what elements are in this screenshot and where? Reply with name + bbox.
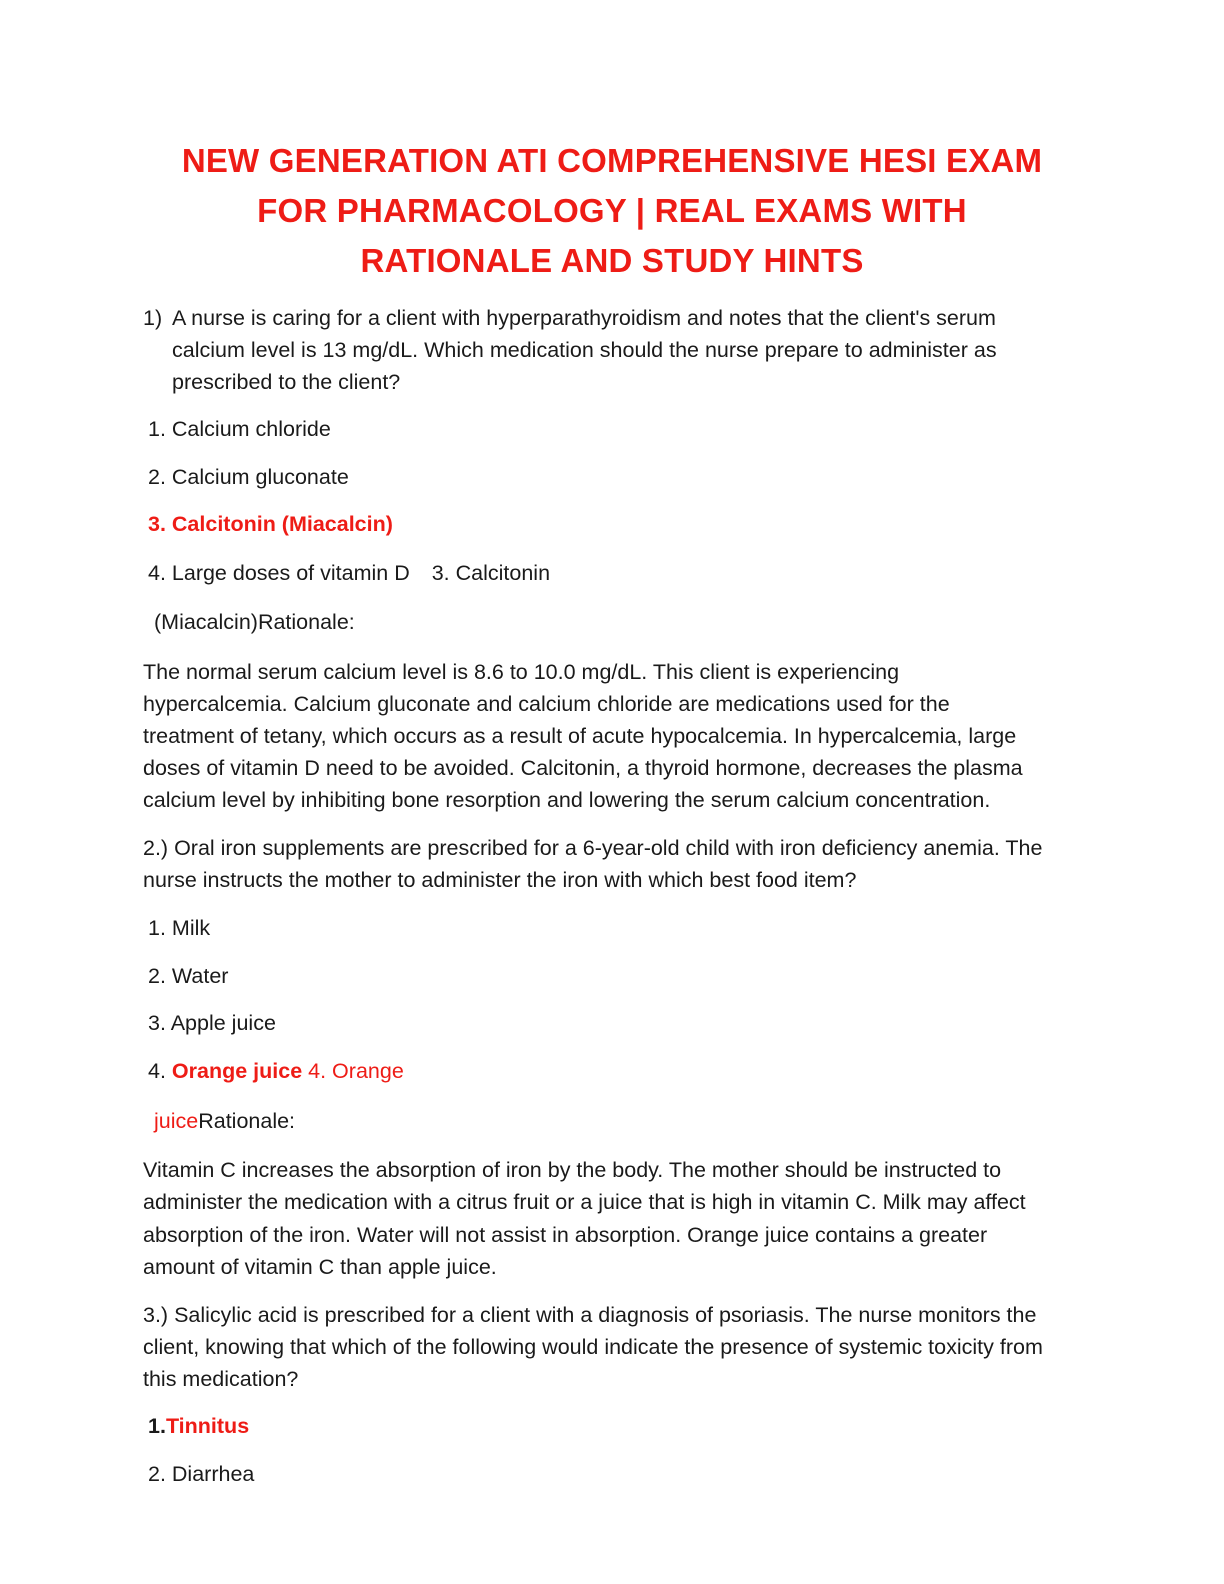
q2-rationale-line: Vitamin C increases the absorption of iron by the body. The mother should be instructed to [143,1158,1002,1182]
title-line-3: RATIONALE AND STUDY HINTS [360,242,864,279]
q1-rationale-line: The normal serum calcium level is 8.6 to 10.0 mg/dL. This client is experiencing [143,660,900,684]
q1-stem-line: A nurse is caring for a client with hyperparathyroidism and notes that the client's serum [172,306,996,330]
q2-rationale-line: amount of vitamin C than apple juice. [143,1255,497,1279]
q1-option: 1. Calcium chloride [148,417,331,441]
q2-stem-line: nurse instructs the mother to administer the iron with which best food item? [143,868,857,892]
q1-rationale-line: calcium level by inhibiting bone resorption and lowering the serum calcium concentration. [143,788,991,812]
q2-option: 3. Apple juice [148,1011,276,1035]
q1-rationale-line: treatment of tetany, which occurs as a result of acute hypocalcemia. In hypercalcemia, large [143,724,1017,748]
q2-option4-text: Orange juice [171,1059,303,1083]
q2-rationale-line: administer the medication with a citrus fruit or a juice that is high in vitamin C. Milk may affect [143,1190,1026,1214]
q3-stem-line: client, knowing that which of the following would indicate the presence of systemic toxicity from [143,1335,1043,1359]
q1-rationale-line: doses of vitamin D need to be avoided. Calcitonin, a thyroid hormone, decreases the plasma [143,756,1023,780]
q2-answer-cont: juice [154,1109,199,1133]
q1-number: 1) [143,306,163,330]
q1-rationale-heading [154,609,355,635]
q1-option-text: 4. Large doses of vitamin D [148,561,410,585]
q1-rationale-line: hypercalcemia. Calcium gluconate and calcium chloride are medications used for the [143,692,950,716]
title-line-2: FOR PHARMACOLOGY | REAL EXAMS WITH [257,192,967,229]
q1-stem-line: prescribed to the client? [172,370,401,394]
q1-option [148,560,550,586]
q2-answer-inline: 4. Orange [308,1059,404,1083]
q3-stem-line: this medication? [143,1367,299,1391]
q2-option: 2. Water [148,964,229,988]
q2-stem-line: 2.) Oral iron supplements are prescribed for a 6-year-old child with iron deficiency anemia. The [143,836,1043,860]
q3-option1-text: Tinnitus [165,1414,250,1438]
q1-option: 2. Calcium gluconate [148,465,349,489]
q1-option-correct: 3. Calcitonin (Miacalcin) [148,512,393,536]
q3-option: 2. Diarrhea [148,1462,255,1486]
q2-option: 1. Milk [148,916,211,940]
q3-option-correct [148,1413,249,1439]
q3-stem-line: 3.) Salicylic acid is prescribed for a client with a diagnosis of psoriasis. The nurse monitors the [143,1303,1037,1327]
q1-answer-cont: (Miacalcin) [154,610,258,634]
q2-rationale-line: absorption of the iron. Water will not assist in absorption. Orange juice contains a greater [143,1223,988,1247]
q2-rationale-heading [154,1108,295,1134]
q3-option1-number: 1. [148,1414,166,1438]
rationale-label: Rationale: [257,610,355,634]
q1-stem-line: calcium level is 13 mg/dL. Which medication should the nurse prepare to administer as [172,338,997,362]
rationale-label: Rationale: [198,1109,296,1133]
q2-option4-number: 4. [148,1059,166,1083]
q1-answer-inline: 3. Calcitonin [431,561,551,585]
q2-option-correct [148,1058,404,1084]
title-line-1: NEW GENERATION ATI COMPREHENSIVE HESI EXAM [181,142,1043,179]
